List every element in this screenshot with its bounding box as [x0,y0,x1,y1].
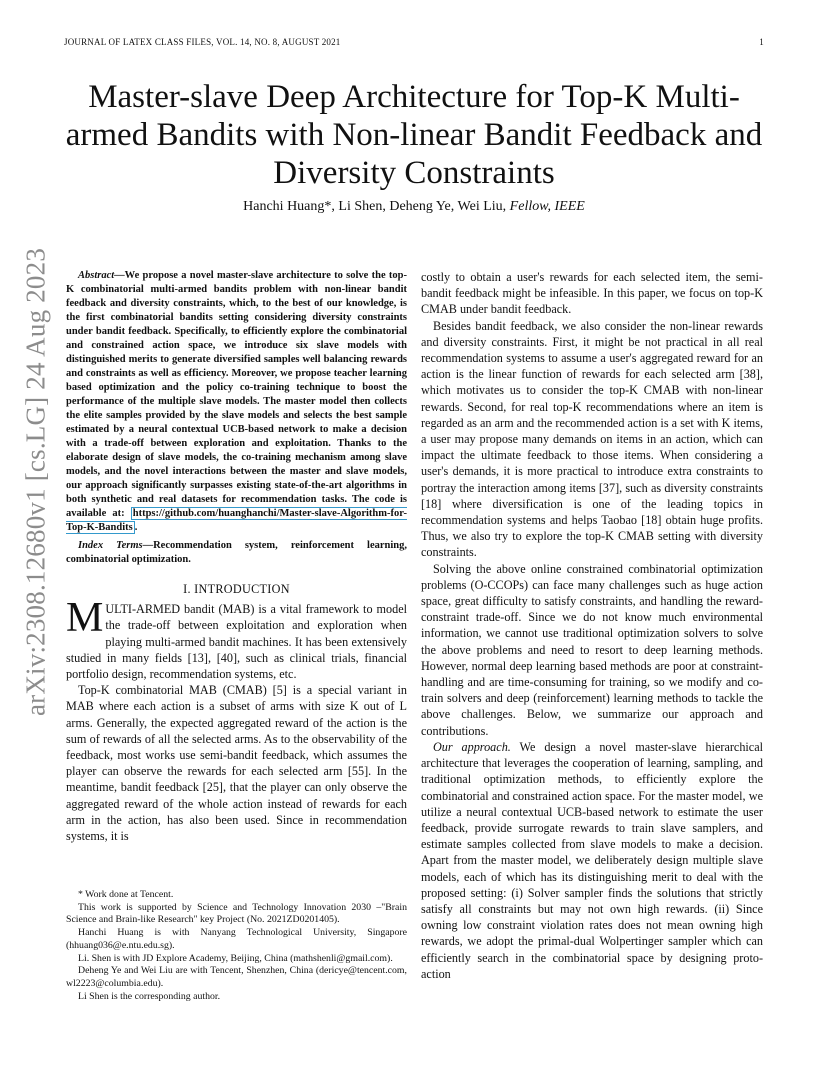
footnote-2: This work is supported by Science and Technology Innovation 2030 –"Brain Science and Brain-like Research" key Project (No. 2021ZD0201405). [66,901,407,926]
footnote-4: Li. Shen is with JD Explore Academy, Beijing, China (mathshenli@gmail.com). [78,952,393,964]
footnote-6: Li Shen is the corresponding author. [78,990,221,1002]
arxiv-sidebar [20,247,51,717]
left-column [66,269,407,844]
intro-paragraph-1 [66,595,407,682]
footnote-1: * Work done at Tencent. [78,889,174,900]
intro-p1-text: ULTI-ARMED bandit (MAB) is a vital framework to model the trade-off between exploitation and exploration when playing multi-armed bandit machines. It has been extensively studied in many fields [13], [40], such as clinical trials, financial portfolio design, recommendation systems, etc. [66,602,407,682]
index-terms-label: Index Terms [78,540,143,551]
right-paragraph-3: Solving the above online constrained combinatorial optimization problems (O-CCOPs) can face many challenges such as huge action space, great difficulty to satisfy constraints, and handling the reward-constraint trade-off. Since we do not know much environmental information, we cannot use traditional optimization solvers to solve the above problems and need to resort to deep learning methods. However, normal deep learning based methods are poor at constraint-handling and are time-consuming for training, so we modify and co-train solvers and deep (reinforcement) learning methods to tackle the above challenges. Below, we summarize our approach and contributions. [421,561,763,738]
right-paragraph-2: Besides bandit feedback, we also consider the non-linear rewards and diversity constraints. First, it might be not practical in all real recommendation systems to assume a user's aggregated reward for an action is the linear function of rewards for each selected arm [38], which motivates us to consider the top-K CMAB with non-linear rewards. Second, for real top-K recommendations where an item is regarded as an arm and the recommended action is a set with K items, a user may propose many demands on items in an action, which can impact the ultimate feedback to those items. When considering a user's demands, it is more practical to introduce extra constraints to portray the interaction among items [37], such as diversity constraints [18] where diversification is one of the leading topics in recommendation systems and helps Taobao [18] obtain huge profits. Thus, we also try to explore the top-K CMAB setting with diversity constraints. [421,318,763,560]
abstract-label: Abstract [78,270,115,281]
journal-name: JOURNAL OF LATEX CLASS FILES, VOL. 14, NO. 8, AUGUST 2021 [64,37,341,47]
intro-paragraph-2: Top-K combinatorial MAB (CMAB) [5] is a special variant in MAB where each action is a subset of arms with size K out of L arms. Generally, the expected aggregated reward of the action is the sum of rewards of all the selected arms. As to the observability of the feedback, most works use semi-bandit feedback, which assumes the player can observe the rewards for each selected arm [55]. In the meantime, bandit feedback [25], that the player can only observe the aggregated reward of the whole action instead of rewards for each arm in the action, has also been used. Since in recommendation systems, it is [66,683,407,844]
page-number: 1 [759,37,764,47]
footnote-5: Deheng Ye and Wei Liu are with Tencent, Shenzhen, China (dericye@tencent.com, wl2223@columbia.edu). [66,965,407,989]
footnotes [66,889,407,1003]
code-link[interactable]: https://github.com/huanghanchi/Master-slave-Algorithm-for-Top-K-Bandits [66,508,407,533]
running-header [64,37,764,49]
approach-lead: Our approach. [433,739,511,754]
index-terms-text: —Recommendation system, reinforcement learning, combinatorial optimization. [66,540,407,565]
arxiv-identifier: arXiv:2308.12680v1 [cs.LG] 24 Aug 2023 [20,247,51,717]
index-terms [66,539,407,567]
right-paragraph-1: costly to obtain a user's rewards for each selected item, the semi-bandit feedback might be infeasible. In this paper, we focus on top-K CMAB under bandit feedback. [421,270,763,317]
right-column [421,269,763,982]
author-names: Hanchi Huang*, Li Shen, Deheng Ye, Wei Liu, [243,199,507,214]
drop-cap: M [66,595,104,642]
footnote-3: Hanchi Huang is with Nanyang Technological University, Singapore (hhuang036@e.ntu.edu.sg). [66,927,407,951]
section-heading: I. INTRODUCTION [183,582,290,596]
abstract-end: . [134,522,138,533]
paper-title: Master-slave Deep Architecture for Top-K Multi-armed Bandits with Non-linear Bandit Feedback and Diversity Constraints [65,79,763,191]
author-line [64,199,764,215]
approach-text: We design a novel master-slave hierarchical architecture that leverages the cooperation of learning, sampling, and traditional optimization methods, to efficiently explore the combinatorial and constrained action space. For the master model, we utilize a neural contextual UCB-based network to estimate the user feedback, provide surrogate rewards to train slave samplers, and estimate samples collected from slave models to make a decision. Apart from the master model, we deliberately design multiple slave models, each of which has its distinguishing merit to deal with the proposed setting: (i) Solver sampler finds the solutions that strictly satisfy all constraints but may not own high rewards. (ii) Since owning low constraint violation rates does not mean owning high rewards, we adopt the primal-dual Wolpertinger sampler which can efficiently search in the combinatorial space by designing proto-action [421,739,764,981]
abstract-text: —We propose a novel master-slave architecture to solve the top-K combinatorial multi-armed bandits problem with non-linear bandit feedback and diversity constraints, which, to the best of our knowledge, is the first combinatorial bandits setting considering diversity constraints under bandit feedback. Specifically, to efficiently explore the combinatorial and constrained action space, we introduce six slave models with distinguished merits to generate diversified samples well balancing rewards and constraints as well as efficiency. Moreover, we propose teacher learning based optimization and the policy co-training technique to boost the performance of the multiple slave models. The master model then collects the elite samples provided by the slave models and selects the best sample estimated by a neural contextual UCB-based network to make a decision with a trade-off between exploration and exploitation. Thanks to the elaborate design of slave models, the co-training mechanism among slave models, and the novel interactions between the master and slave models, our approach significantly surpasses existing state-of-the-art algorithms in both synthetic and real datasets for recommendation tasks. The code is available at: [66,270,407,519]
right-paragraph-4 [421,739,763,982]
author-fellow: Fellow, IEEE [509,199,585,214]
abstract [66,269,407,535]
